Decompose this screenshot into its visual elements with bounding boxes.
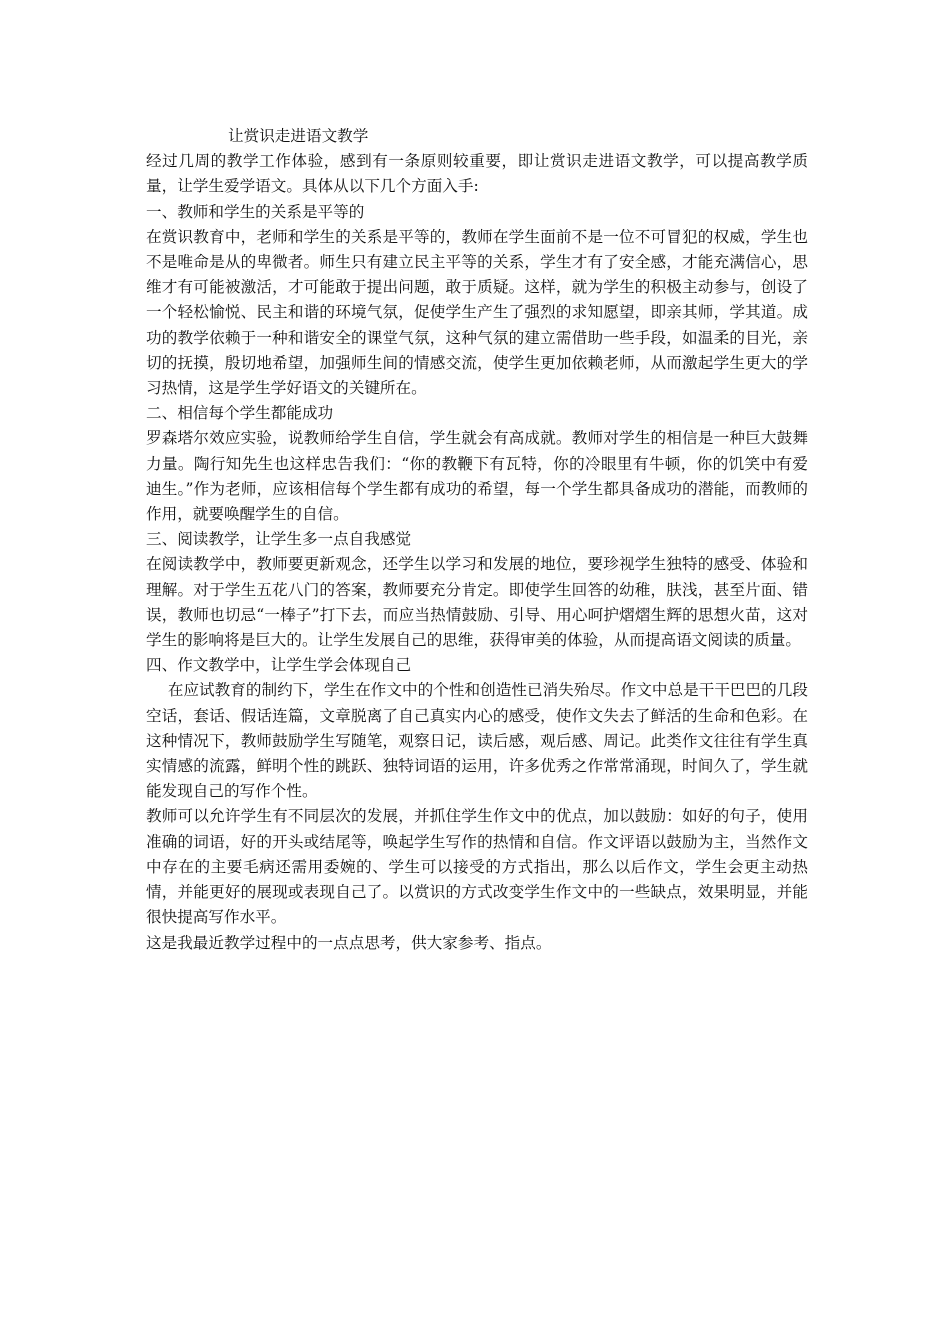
closing-paragraph: 这是我最近教学过程中的一点点思考，供大家参考、指点。	[146, 933, 552, 952]
section-4-paragraph-2: 教师可以允许学生有不同层次的发展，并抓住学生作文中的优点，加以鼓励：如好的句子，使用准确的词语，好的开头或结尾等，唤起学生写作的热情和自信。作文评语以鼓励为主，当然作文中存在的主要毛病还需用委婉的、学生可以接受的方式指出，那么以后作文，学生会更主动热情，并能更好的展现或表现自己了。以赏识的方式改变学生作文中的一些缺点，效果明显，并能很快提高写作水平。	[146, 807, 808, 927]
section-2-heading: 二、相信每个学生都能成功	[146, 404, 334, 423]
document-body	[146, 124, 808, 956]
section-4-heading: 四、作文教学中，让学生学会体现自己	[146, 656, 412, 675]
intro-paragraph: 经过几周的教学工作体验，感到有一条原则较重要，即让赏识走进语文教学，可以提高教学质量，让学生爱学语文。具体从以下几个方面入手:	[146, 152, 808, 196]
document-title: 让赏识走进语文教学	[228, 127, 369, 145]
section-2-paragraph: 罗森塔尔效应实验，说教师给学生自信，学生就会有高成就。教师对学生的相信是一种巨大鼓舞力量。陶行知先生也这样忠告我们：“你的教鞭下有瓦特，你的冷眼里有牛顿，你的饥笑中有爱迪生。”作为老师，应该相信每个学生都有成功的希望，每一个学生都具备成功的潜能，而教师的作用，就要唤醒学生的自信。	[146, 429, 808, 524]
section-1-paragraph: 在赏识教育中，老师和学生的关系是平等的，教师在学生面前不是一位不可冒犯的权威，学生也不是唯命是从的卑微者。师生只有建立民主平等的关系，学生才有了安全感，才能充满信心，思维才有可能被激活，才可能敢于提出问题，敢于质疑。这样，就为学生的积极主动参与，创设了一个轻松愉悦、民主和谐的环境气氛，促使学生产生了强烈的求知愿望，即亲其师，学其道。成功的教学依赖于一种和谐安全的课堂气氛，这种气氛的建立需借助一些手段，如温柔的目光，亲切的抚摸，殷切地希望，加强师生间的情感交流，使学生更加依赖老师，从而激起学生更大的学习热情，这是学生学好语文的关键所在。	[146, 227, 808, 398]
section-1-heading: 一、教师和学生的关系是平等的	[146, 202, 365, 221]
section-4-paragraph-1: 在应试教育的制约下，学生在作文中的个性和创造性已消失殆尽。作文中总是干干巴巴的几段空话，套话、假话连篇，文章脱离了自己真实内心的感受，使作文失去了鲜活的生命和色彩。在这种情况下，教师鼓励学生写随笔，观察日记，读后感，观后感、周记。此类作文往往有学生真实情感的流露，鲜明个性的跳跃、独特词语的运用，许多优秀之作常常涌现，时间久了，学生就能发现自己的写作个性。	[146, 681, 808, 801]
section-3-heading: 三、阅读教学，让学生多一点自我感觉	[146, 530, 412, 549]
section-3-paragraph: 在阅读教学中，教师要更新观念，还学生以学习和发展的地位，要珍视学生独特的感受、体验和理解。对于学生五花八门的答案，教师要充分肯定。即使学生回答的幼稚，肤浅，甚至片面、错误，教师也切忌“一棒子”打下去，而应当热情鼓励、引导、用心呵护熠熠生辉的思想火苗，这对学生的影响将是巨大的。让学生发展自己的思维，获得审美的体验，从而提高语文阅读的质量。	[146, 555, 808, 650]
